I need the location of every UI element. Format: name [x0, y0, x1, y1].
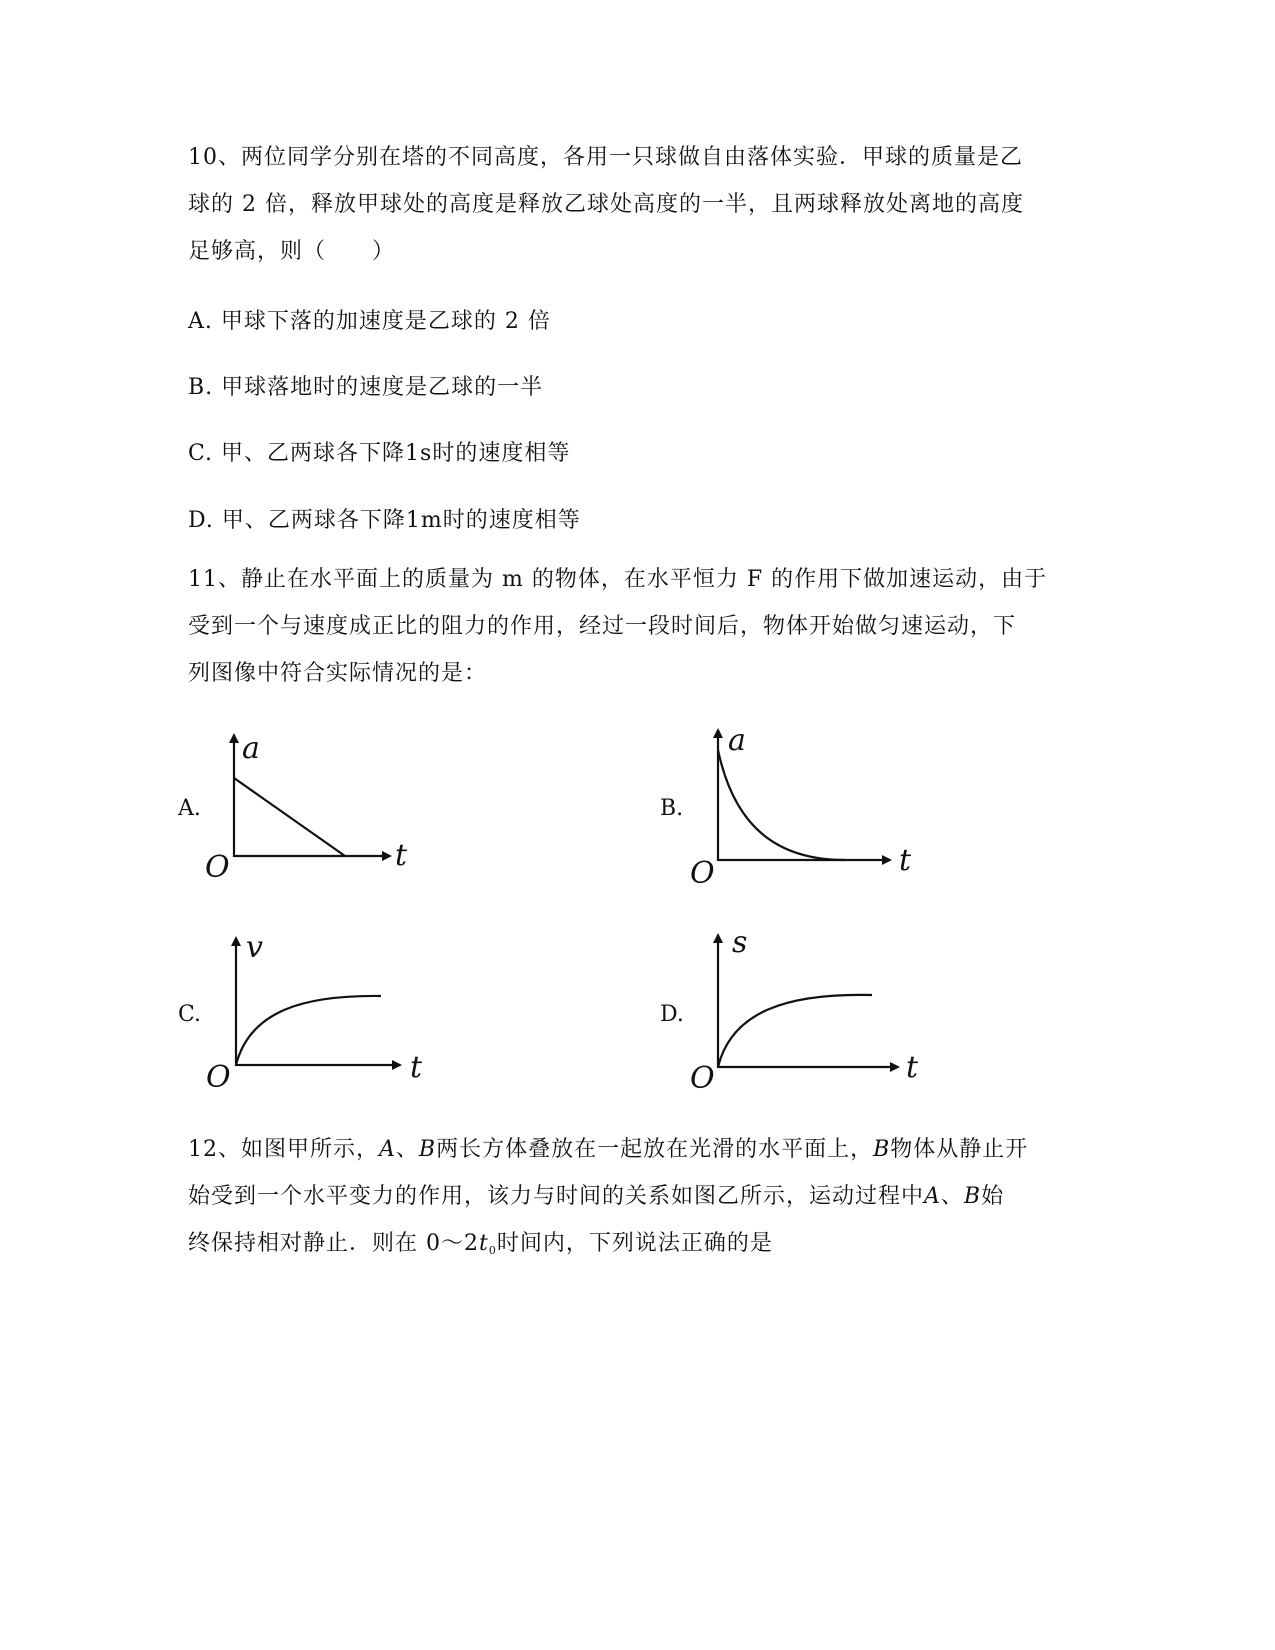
- graph-a-option-label: A.: [178, 796, 201, 821]
- q12-label-b-2: B: [873, 1137, 891, 1162]
- graph-c-origin-label: O: [206, 1060, 231, 1095]
- q12-label-a: A: [379, 1137, 396, 1162]
- q10-line-3: 足够高，则（ ）: [188, 239, 396, 264]
- graph-d: [680, 925, 930, 1100]
- graph-b-curve: [718, 750, 845, 860]
- q10-line-2: 球的 2 倍，释放甲球处的高度是释放乙球处高度的一半，且两球释放处离地的高度: [188, 192, 1024, 217]
- q12-label-a-2: A: [924, 1184, 941, 1209]
- graph-b-option-label: B.: [660, 796, 684, 821]
- question-12: [188, 1126, 1088, 1274]
- graph-c-y-label: v: [246, 930, 263, 965]
- graph-d-y-label: s: [732, 925, 748, 960]
- graph-d-x-label: t: [906, 1050, 919, 1085]
- graph-a-x-label: t: [395, 838, 408, 873]
- graph-a-curve: [234, 778, 345, 856]
- q12-separator: 、: [395, 1137, 419, 1162]
- q12-label-b-3: B: [963, 1184, 982, 1209]
- graph-d-curve: [718, 995, 872, 1067]
- q12-t-subscript: 0: [488, 1244, 497, 1257]
- question-11: [188, 556, 1088, 697]
- q10-option-d: D. 甲、乙两球各下降1m时的速度相等: [188, 508, 581, 533]
- q12-line-3-part-a: 终保持相对静止．则在 0～2: [188, 1231, 479, 1256]
- q12-t-symbol: t: [479, 1231, 489, 1256]
- q11-line-2: 受到一个与速度成正比的阻力的作用，经过一段时间后，物体开始做匀速运动，下: [188, 614, 1017, 639]
- q12-line-1: [188, 1126, 1088, 1173]
- q12-line-3: [188, 1220, 1088, 1274]
- graph-a-origin-label: O: [205, 850, 230, 885]
- q12-line-1-part-c: 物体从静止开: [890, 1137, 1029, 1162]
- graph-b-x-label: t: [899, 843, 912, 878]
- q12-line-2-part-a: 始受到一个水平变力的作用，该力与时间的关系如图乙所示，运动过程中: [188, 1184, 925, 1209]
- graph-d-origin-label: O: [690, 1061, 715, 1096]
- q10-option-a: A. 甲球下落的加速度是乙球的 2 倍: [188, 309, 551, 334]
- q12-line-2-part-b: 始: [981, 1184, 1005, 1209]
- q11-line-1: 11、静止在水平面上的质量为 m 的物体，在水平恒力 F 的作用下做加速运动，由于: [188, 567, 1048, 592]
- graph-c: [195, 930, 445, 1100]
- graph-a: [195, 725, 435, 895]
- q12-line-3-part-b: 时间内，下列说法正确的是: [496, 1231, 773, 1256]
- question-10: [188, 134, 1088, 275]
- graph-b-origin-label: O: [690, 856, 715, 891]
- graph-c-x-label: t: [410, 1050, 423, 1085]
- graph-c-option-label: C.: [178, 1002, 202, 1027]
- graph-c-curve: [236, 996, 381, 1065]
- q12-label-b: B: [418, 1137, 437, 1162]
- q10-option-c: C. 甲、乙两球各下降1s时的速度相等: [188, 441, 571, 466]
- q12-separator-2: 、: [940, 1184, 964, 1209]
- q12-line-2: [188, 1173, 1088, 1220]
- q11-line-3: 列图像中符合实际情况的是：: [188, 661, 488, 686]
- graph-a-y-label: a: [242, 731, 260, 766]
- q12-line-1-part-b: 两长方体叠放在一起放在光滑的水平面上，: [436, 1137, 874, 1162]
- graph-b-y-label: a: [728, 723, 746, 758]
- graph-b: [680, 720, 930, 900]
- q10-line-1: 10、两位同学分别在塔的不同高度，各用一只球做自由落体实验．甲球的质量是乙: [188, 145, 1023, 170]
- q12-line-1-part-a: 12、如图甲所示，: [188, 1137, 379, 1162]
- q10-option-b: B. 甲球落地时的速度是乙球的一半: [188, 375, 544, 400]
- graph-d-option-label: D.: [660, 1002, 684, 1027]
